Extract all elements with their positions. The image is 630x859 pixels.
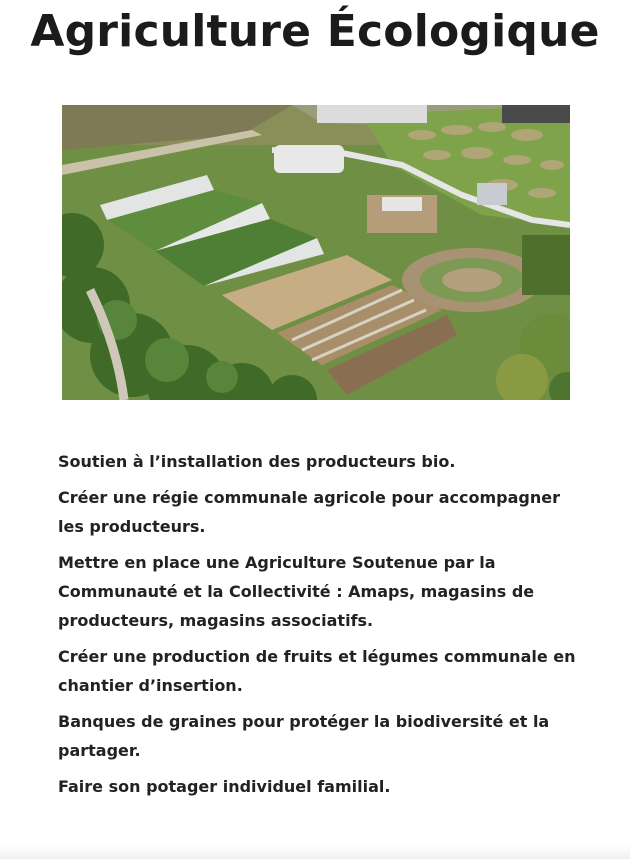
list-item: Banques de graines pour protéger la biodiversité et la partager. — [58, 712, 550, 760]
list-item: Faire son potager individuel familial. — [58, 777, 391, 796]
farm-aerial-image — [62, 105, 570, 400]
list-item: Mettre en place une Agriculture Soutenue par la Communauté et la Collectivité : Amaps, magasins de producteurs, magasins associatifs. — [58, 553, 535, 630]
list-item: Soutien à l’installation des producteurs bio. — [58, 452, 456, 471]
page-title: Agriculture Écologique — [30, 6, 600, 57]
list-item: Créer une régie communale agricole pour accompagner les producteurs. — [58, 488, 560, 536]
list-item: Créer une production de fruits et légumes communale en chantier d’insertion. — [58, 647, 576, 695]
page-bottom-edge — [0, 845, 630, 859]
measures-list — [58, 447, 578, 808]
